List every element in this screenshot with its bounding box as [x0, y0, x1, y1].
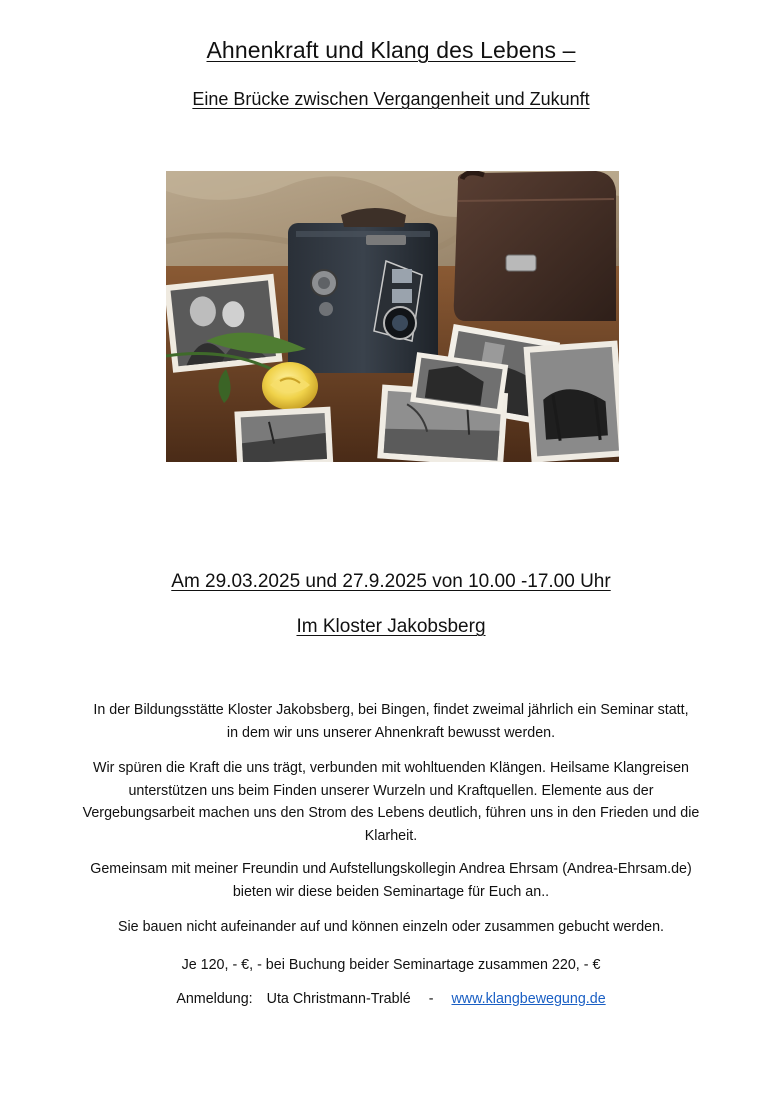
partner-paragraph: Gemeinsam mit meiner Freundin und Aufstellungskollegin Andrea Ehrsam (Andrea-Ehrsam.de) bieten wir diese beiden Seminartage für Euch an.. — [90, 861, 692, 900]
registration-line — [80, 988, 702, 1011]
document-title: Ahnenkraft und Klang des Lebens – — [206, 37, 576, 63]
intro-line-2: in dem wir uns unserer Ahnenkraft bewusst werden. — [226, 724, 556, 741]
price-paragraph: Je 120, - €, - bei Buchung beider Seminartage zusammen 220, - € — [181, 957, 601, 973]
registration-separator: - — [428, 991, 434, 1007]
booking-paragraph: Sie bauen nicht aufeinander auf und können einzeln oder zusammen gebucht werden. — [117, 919, 665, 935]
registration-name: Uta Christmann-Trablé — [266, 991, 411, 1007]
document-subtitle: Eine Brücke zwischen Vergangenheit und Zukunft — [192, 89, 590, 109]
event-dates: Am 29.03.2025 und 27.9.2025 von 10.00 -17.00 Uhr — [171, 571, 611, 592]
registration-label: Anmeldung: — [176, 991, 253, 1007]
description-paragraph: Wir spüren die Kraft die uns trägt, verbunden mit wohltuenden Klängen. Heilsame Klangreisen unterstützen uns beim Finden unserer Wurzeln und Kraftquellen. Elemente aus der Vergebungsarbeit machen uns den Strom des Lebens deutlich, führen uns in den Frieden und die Klarheit. — [82, 760, 700, 844]
event-location: Im Kloster Jakobsberg — [296, 616, 486, 637]
vintage-camera-photo — [166, 171, 619, 462]
website-link[interactable]: www.klangbewegung.de — [451, 991, 606, 1007]
intro-paragraph — [80, 699, 702, 744]
intro-line-1: In der Bildungsstätte Kloster Jakobsberg, bei Bingen, findet zweimal jährlich ein Seminar statt, — [93, 702, 689, 718]
